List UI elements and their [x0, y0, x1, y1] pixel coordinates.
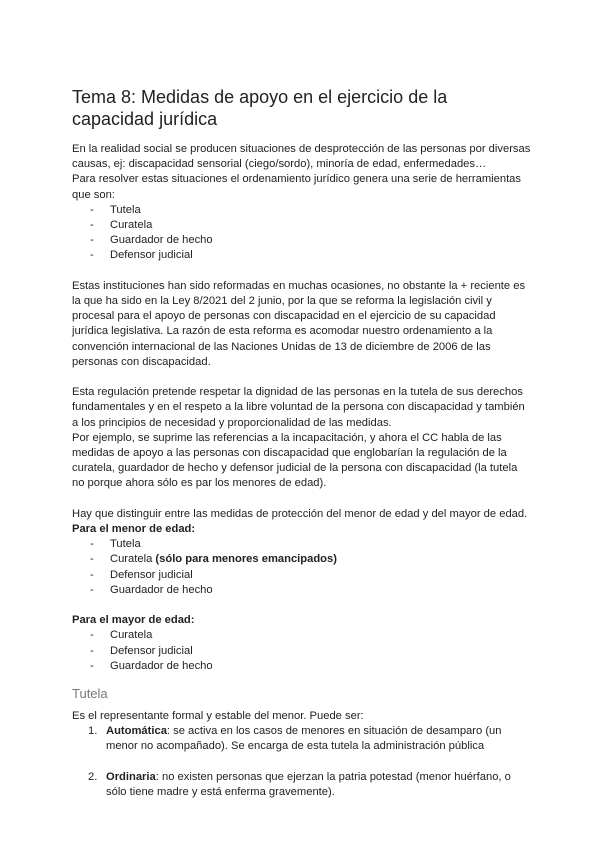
minor-heading: Para el menor de edad:: [72, 523, 196, 536]
list-item: - Defensor judicial: [72, 644, 532, 659]
tutela-intro: Es el representante formal y estable del menor. Puede ser:: [72, 710, 364, 723]
intro-tools-paragraph: Para resolver estas situaciones el ordenamiento jurídico genera una serie de herramientas que son:: [72, 173, 521, 201]
tutela-heading: Tutela: [72, 686, 108, 702]
list-item: [72, 552, 532, 567]
minor-list: [72, 537, 532, 598]
list-item: [72, 724, 532, 754]
tools-list: [72, 203, 532, 264]
list-item: - Curatela: [72, 218, 532, 233]
list-item: - Defensor judicial: [72, 568, 532, 583]
list-item-term: Automática: [106, 725, 167, 738]
page-title: Tema 8: Medidas de apoyo en el ejercicio de la capacidad jurídica: [72, 87, 448, 129]
list-number: 1.: [88, 725, 98, 738]
adult-list: [72, 628, 532, 674]
example-paragraph: Por ejemplo, se suprime las referencias a la incapacitación, y ahora el CC habla de las medidas de apoyo a las personas con discapacidad que englobarían la regulación de la curatela, guardador de hecho y defensor judicial de la persona con discapacidad (la tutela no porque ahora sólo es par los menores de edad).: [72, 431, 518, 490]
list-item: - Tutela: [72, 203, 532, 218]
document-page: [72, 86, 532, 800]
list-item-text: Curatela: [110, 553, 156, 566]
intro-paragraph: En la realidad social se producen situaciones de desprotección de las personas por diversas causas, ej: discapacidad sensorial (ciego/sordo), minoría de edad, enfermedades…: [72, 143, 531, 171]
adult-heading: Para el mayor de edad:: [72, 614, 195, 627]
regulation-paragraph: Esta regulación pretende respetar la dignidad de las personas en la tutela de sus derechos fundamentales y en el respeto a la libre voluntad de la persona con discapacidad y también a los principios de necesidad y proporcionalidad de las medidas.: [72, 386, 525, 429]
tutela-types-list: [72, 724, 532, 800]
list-item-text: : se activa en los casos de menores en situación de desamparo (un menor no acompañado). Se encarga de esta tutela la administración pública: [106, 725, 502, 753]
list-item: - Guardador de hecho: [72, 659, 532, 674]
list-item: [72, 770, 532, 800]
list-number: 2.: [88, 770, 98, 783]
list-item-term: Ordinaria: [106, 770, 156, 783]
list-item: - Guardador de hecho: [72, 233, 532, 248]
list-item: - Defensor judicial: [72, 248, 532, 263]
list-item-text: : no existen personas que ejerzan la patria potestad (menor huérfano, o sólo tiene madre y está enferma gravemente).: [106, 770, 511, 799]
list-item: - Guardador de hecho: [72, 583, 532, 598]
list-item: - Tutela: [72, 537, 532, 552]
distinguish-paragraph: Hay que distinguir entre las medidas de protección del menor de edad y del mayor de edad.: [72, 507, 528, 520]
list-item-emphasis: (sólo para menores emancipados): [155, 553, 337, 566]
reform-paragraph: Estas instituciones han sido reformadas en muchas ocasiones, no obstante la + reciente es la que ha sido en la Ley 8/2021 del 2 junio, por la que se reforma la legislación civil y procesal para el apoyo de personas con discapacidad en el ejercicio de su capacidad jurídica legislativa. La razón de esta reforma es acomodar nuestro ordenamiento a la convención internacional de las Naciones Unidas de 13 de diciembre de 2006 de las personas con discapacidad.: [72, 279, 526, 368]
list-item: - Curatela: [72, 628, 532, 643]
